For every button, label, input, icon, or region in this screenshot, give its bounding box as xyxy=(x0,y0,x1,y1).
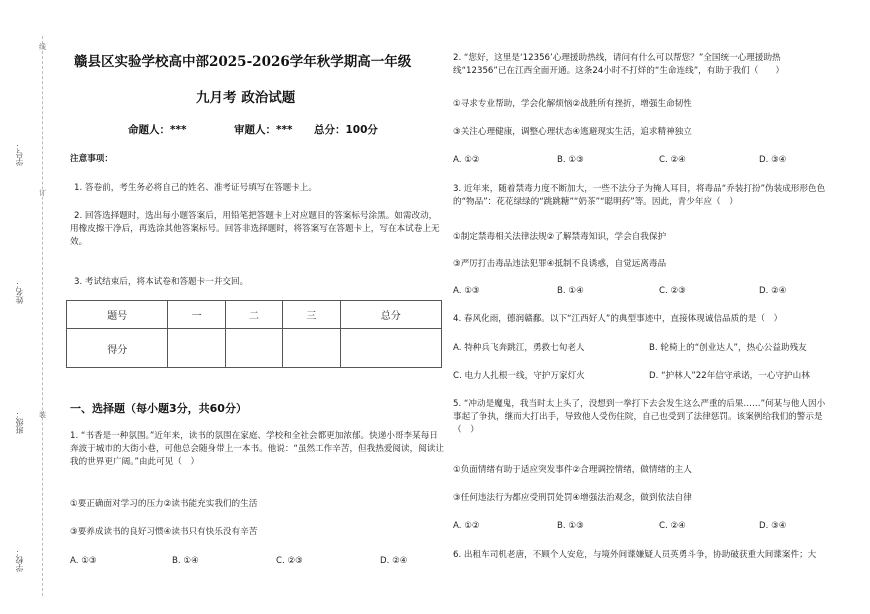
class-label: 班级： xyxy=(15,410,24,434)
choice-a[interactable]: A. ①② xyxy=(453,155,480,165)
binding-dashed-line xyxy=(42,36,43,596)
question-stem: 3. 近年来，随着禁毒力度不断加大，一些不法分子为掩人耳目，将毒品“乔装打扮”伪装成形形色色的“物品”：花花绿绿的“跳跳糖”“奶茶”“聪明药”等。因此，青少年应（ ） xyxy=(453,184,826,207)
score-table-header: 题号 xyxy=(67,301,168,329)
choice-d[interactable]: D. ③④ xyxy=(759,155,787,165)
question-stem: 5. “冲动是魔鬼，我当时太上头了，没想到一拳打下去会发生这么严重的后果……”何某与他人因小事起了争执，继而大打出手，导致他人受伤住院，自己也受到了法律惩罚。该案例给我们的警示是（ ） xyxy=(453,399,826,435)
choice-d[interactable]: D. ③④ xyxy=(759,521,787,531)
question-option: ③关注心理健康，调整心理状态④逃避现实生活，追求精神独立 xyxy=(453,127,692,137)
choice-d[interactable]: D. ②④ xyxy=(380,556,408,566)
answer-choices xyxy=(453,286,827,299)
name-label: 姓名： xyxy=(15,280,24,304)
question-stem: 6. 出租车司机老唐，不顾个人安危，与境外间谍嫌疑人员英勇斗争，协助破获重大间谍案件；大 xyxy=(453,550,817,560)
score-table-header: 一 xyxy=(168,301,225,329)
score-cell[interactable] xyxy=(283,329,340,368)
question-option: ③要养成读书的良好习惯④读书只有快乐没有辛苦 xyxy=(70,527,258,537)
score-cell[interactable] xyxy=(168,329,225,368)
exam-title-line2: 九月考 政治试题 xyxy=(196,90,296,106)
choice-c[interactable]: C. 电力人扎根一线，守护万家灯火 xyxy=(453,371,585,381)
score-cell[interactable] xyxy=(225,329,282,368)
score-row-label: 得分 xyxy=(67,329,168,368)
choice-c[interactable]: C. ②③ xyxy=(659,286,686,296)
choice-c[interactable]: C. ②④ xyxy=(659,155,686,165)
score-table-header: 二 xyxy=(225,301,282,329)
question-stem: 2. “您好，这里是‘12356’心理援助热线，请问有什么可以帮您？”全国统一心理援助热线“12356”已在江西全面开通。这条24小时不打烊的“生命连线”，有助于我们（ ） xyxy=(453,53,785,76)
choice-a[interactable]: A. ①③ xyxy=(70,556,97,566)
question-option: ③严厉打击毒品违法犯罪④抵制不良诱惑，自觉远离毒品 xyxy=(453,259,667,269)
question-option: ①要正确面对学习的压力②读书能充实我们的生活 xyxy=(70,499,258,509)
answer-choices xyxy=(453,369,827,382)
question-option: ③任何违法行为都应受刑罚处罚④增强法治观念，做到依法自律 xyxy=(453,493,692,503)
question-option: ①制定禁毒相关法律法规②了解禁毒知识，学会自我保护 xyxy=(453,232,667,242)
choice-d[interactable]: D. ②④ xyxy=(759,286,787,296)
choice-b[interactable]: B. 轮椅上的“创业达人”，热心公益助残友 xyxy=(649,343,807,353)
total-score-label: 总分：100分 xyxy=(314,124,378,136)
answer-choices xyxy=(453,155,827,168)
setter-label: 命题人：*** xyxy=(128,124,187,136)
binding-mark: 装 xyxy=(39,411,46,419)
reviewer-label: 审题人：*** xyxy=(234,124,293,136)
note-item: 2. 回答选择题时，选出每小题答案后，用铅笔把答题卡上对应题目的答案标号涂黑。如需改动，用橡皮擦干净后，再选涂其他答案标号。回答非选择题时，将答案写在答题卡上，写在本试卷上无效。 xyxy=(70,211,440,247)
choice-b[interactable]: B. ①④ xyxy=(172,556,199,566)
binding-mark: 线 xyxy=(39,43,46,51)
score-table-header: 三 xyxy=(283,301,340,329)
choice-d[interactable]: D. “护林人”22年信守承诺，一心守护山林 xyxy=(649,371,810,381)
binding-mark: 订 xyxy=(39,189,46,197)
exam-title-line1: 赣县区实验学校高中部2025-2026学年秋学期高一年级 xyxy=(74,54,412,70)
note-item: 3. 考试结束后，将本试卷和答题卡一并交回。 xyxy=(74,277,249,287)
choice-b[interactable]: B. ①④ xyxy=(557,286,584,296)
question-stem: 1. “书香是一种氛围。”近年来，读书的氛围在家庭、学校和全社会都更加浓郁。快递小哥李某每日奔波于城市的大街小巷，可他总会随身带上一本书。他说：“虽然工作辛苦，但我热爱阅读，阅读让我的世界更广阔。”由此可见（ ） xyxy=(70,431,444,467)
question-option: ①负面情绪有助于适应突发事件②合理调控情绪，做情绪的主人 xyxy=(453,465,692,475)
note-item: 1. 答卷前，考生务必将自己的姓名、准考证号填写在答题卡上。 xyxy=(74,183,317,193)
notes-heading: 注意事项： xyxy=(70,154,113,164)
choice-b[interactable]: B. ①③ xyxy=(557,155,584,165)
choice-c[interactable]: C. ②③ xyxy=(276,556,303,566)
question-option: ①寻求专业帮助，学会化解烦恼②战胜所有挫折，增强生命韧性 xyxy=(453,99,692,109)
school-label: 学校： xyxy=(15,548,24,572)
answer-choices xyxy=(453,521,827,534)
choice-b[interactable]: B. ①③ xyxy=(557,521,584,531)
section-heading: 一、选择题（每小题3分，共60分） xyxy=(70,402,247,415)
score-cell[interactable] xyxy=(340,329,442,368)
score-table xyxy=(66,300,442,368)
choice-a[interactable]: A. 特种兵飞奔跳江，勇救七旬老人 xyxy=(453,343,585,353)
choice-a[interactable]: A. ①③ xyxy=(453,286,480,296)
student-id-label: 学号： xyxy=(15,142,24,166)
binding-margin xyxy=(0,0,46,614)
score-table-header: 总分 xyxy=(340,301,442,329)
question-stem: 4. 春风化雨，德润赣鄱。以下“江西好人”的典型事迹中，直接体现诚信品质的是（ ） xyxy=(453,314,783,324)
choice-c[interactable]: C. ②④ xyxy=(659,521,686,531)
answer-choices xyxy=(453,341,827,354)
choice-a[interactable]: A. ①② xyxy=(453,521,480,531)
answer-choices xyxy=(70,556,444,569)
